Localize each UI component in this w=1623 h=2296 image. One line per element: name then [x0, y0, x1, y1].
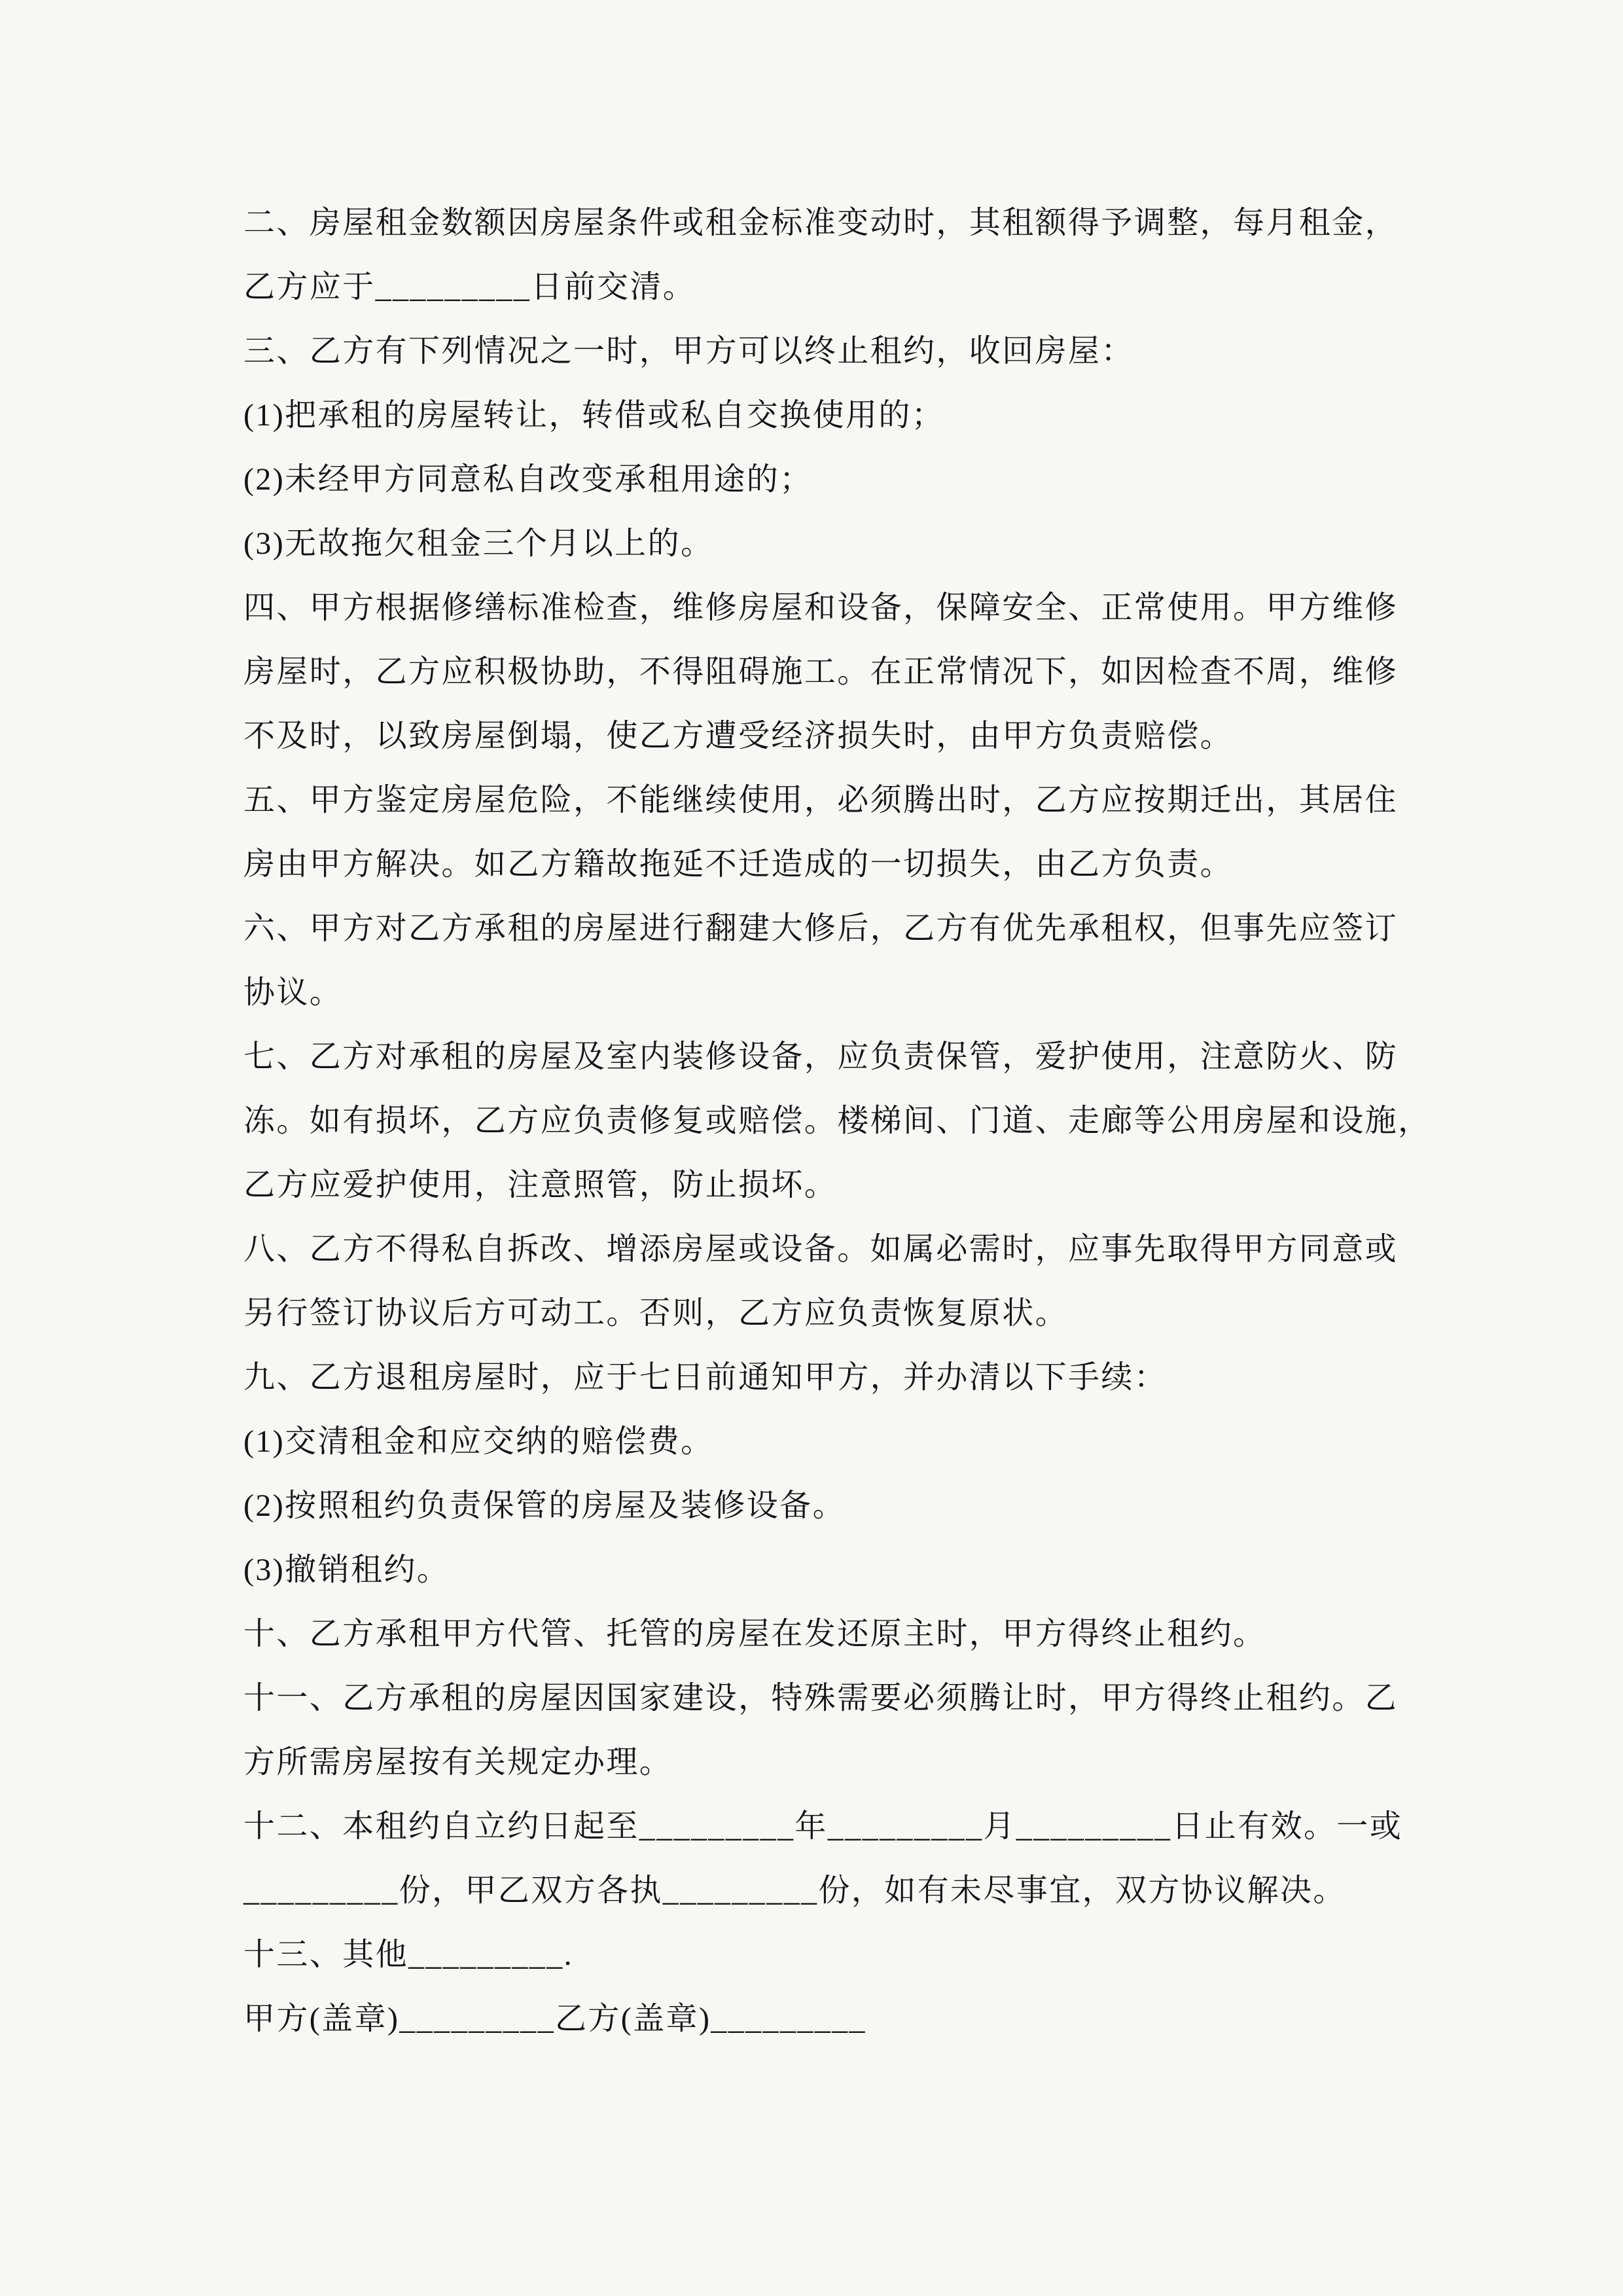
text-line: 十一、乙方承租的房屋因国家建设，特殊需要必须腾让时，甲方得终止租约。乙 — [243, 1681, 1399, 1715]
text-line: (3)撤销租约。 — [243, 1552, 450, 1587]
text-line: 三、乙方有下列情况之一时，甲方可以终止租约，收回房屋： — [243, 334, 1134, 368]
text-line: 十二、本租约自立约日起至_________年_________月_________日止有效。一或 — [243, 1809, 1403, 1844]
text-line: 乙方应于_________日前交清。 — [243, 270, 696, 304]
text-line: (3)无故拖欠租金三个月以上的。 — [243, 526, 714, 561]
text-line: 房由甲方解决。如乙方籍故拖延不迁造成的一切损失，由乙方负责。 — [243, 847, 1234, 882]
text-line: 冻。如有损坏，乙方应负责修复或赔偿。楼梯间、门道、走廊等公用房屋和设施， — [243, 1103, 1431, 1138]
text-line: 甲方(盖章)_________乙方(盖章)_________ — [243, 2001, 866, 2036]
text-line: 九、乙方退租房屋时，应于七日前通知甲方，并办清以下手续： — [243, 1360, 1168, 1395]
text-line: (2)未经甲方同意私自改变承租用途的； — [243, 462, 813, 497]
text-line: 二、房屋租金数额因房屋条件或租金标准变动时，其租额得予调整，每月租金， — [243, 206, 1399, 240]
text-line: (1)把承租的房屋转让，转借或私自交换使用的； — [243, 398, 945, 433]
text-line: 八、乙方不得私自拆改、增添房屋或设备。如属必需时，应事先取得甲方同意或 — [243, 1232, 1399, 1266]
text-line: 十、乙方承租甲方代管、托管的房屋在发还原主时，甲方得终止租约。 — [243, 1617, 1266, 1651]
text-line: 六、甲方对乙方承租的房屋进行翻建大修后，乙方有优先承租权，但事先应签订 — [243, 911, 1399, 946]
text-line: 五、甲方鉴定房屋危险，不能继续使用，必须腾出时，乙方应按期迁出，其居住 — [243, 783, 1399, 817]
text-line: 房屋时，乙方应积极协助，不得阻碍施工。在正常情况下，如因检查不周，维修 — [243, 655, 1399, 689]
text-line: 乙方应爱护使用，注意照管，防止损坏。 — [243, 1168, 838, 1202]
text-line: 七、乙方对承租的房屋及室内装修设备，应负责保管，爱护使用，注意防火、防 — [243, 1039, 1399, 1074]
text-line: 四、甲方根据修缮标准检查，维修房屋和设备，保障安全、正常使用。甲方维修 — [243, 590, 1399, 625]
text-line: 方所需房屋按有关规定办理。 — [243, 1745, 673, 1780]
text-line: (1)交清租金和应交纳的赔偿费。 — [243, 1424, 714, 1459]
text-line: 十三、其他_________. — [243, 1937, 574, 1972]
text-line: _________份，甲乙双方各执_________份，如有未尽事宜，双方协议解决。 — [243, 1873, 1346, 1908]
text-line: (2)按照租约负责保管的房屋及装修设备。 — [243, 1488, 846, 1523]
text-line: 协议。 — [243, 975, 343, 1010]
text-line: 另行签订协议后方可动工。否则，乙方应负责恢复原状。 — [243, 1296, 1069, 1331]
text-line: 不及时，以致房屋倒塌，使乙方遭受经济损失时，由甲方负责赔偿。 — [243, 719, 1234, 753]
document-body — [243, 191, 1431, 2051]
